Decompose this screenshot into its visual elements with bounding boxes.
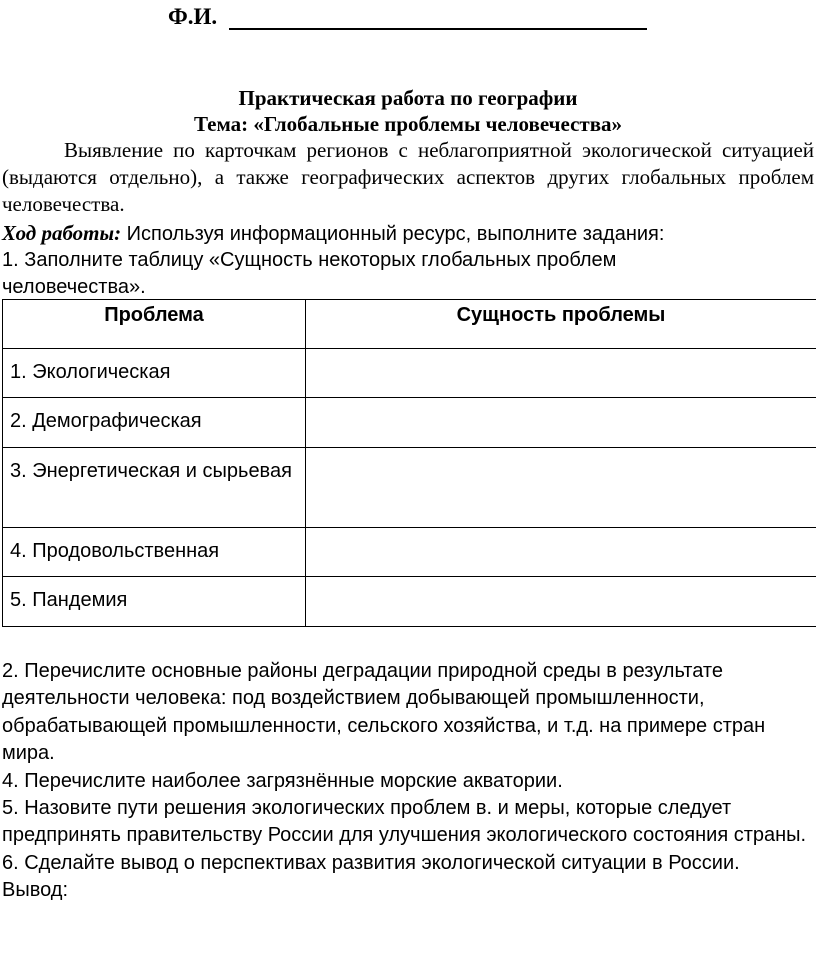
task-5: 5. Назовите пути решения экологических проблем в. и меры, которые следует предпринять правительству России для улучшения экологического состояния страны. — [2, 797, 807, 847]
essence-cell[interactable] — [306, 528, 816, 577]
name-field-blank-line[interactable] — [229, 2, 647, 30]
table-row — [3, 577, 816, 627]
table-header-row — [3, 300, 816, 349]
document-title: Практическая работа по географии — [238, 86, 578, 110]
column-header-essence: Сущность проблемы — [306, 300, 816, 349]
table-row — [3, 528, 816, 577]
problem-cell: 5. Пандемия — [3, 577, 306, 627]
task-list — [2, 658, 814, 905]
procedure-label: Ход работы — [2, 221, 115, 245]
intro-paragraph: Выявление по карточкам регионов с неблагоприятной экологической ситуацией (выдаются отдельно), а также географических аспектов других глобальных проблем человечества. — [2, 138, 814, 216]
problem-cell: 2. Демографическая — [3, 398, 306, 448]
essence-cell[interactable] — [306, 349, 816, 398]
task-4: 4. Перечислите наиболее загрязнённые морские акватории. — [2, 769, 563, 792]
essence-cell[interactable] — [306, 448, 816, 528]
name-field — [168, 2, 647, 30]
problem-cell: 1. Экологическая — [3, 349, 306, 398]
problems-table — [2, 299, 816, 627]
task-2: 2. Перечислите основные районы деградации природной среды в результате деятельности человека: под воздействием добывающей промышленности, обрабатывающей промышленности, сельского хозяйства, и т.д. на примере стран мира. — [2, 660, 766, 765]
problem-cell: 3. Энергетическая и сырьевая — [3, 448, 306, 528]
procedure-colon: : — [114, 221, 122, 245]
table-row — [3, 398, 816, 448]
task-6: 6. Сделайте вывод о перспективах развития экологической ситуации в России. — [2, 851, 740, 874]
column-header-problem: Проблема — [3, 300, 306, 349]
essence-cell[interactable] — [306, 398, 816, 448]
document-topic: Тема: «Глобальные проблемы человечества» — [193, 112, 623, 136]
essence-cell[interactable] — [306, 577, 816, 627]
conclusion-label: Вывод: — [2, 879, 69, 902]
procedure-text: Используя информационный ресурс, выполните задания: — [121, 223, 665, 245]
table-row — [3, 349, 816, 398]
procedure-line — [2, 220, 814, 247]
table-row — [3, 448, 816, 528]
problem-cell: 4. Продовольственная — [3, 528, 306, 577]
name-field-label: Ф.И. — [168, 4, 218, 29]
task-1: 1. Заполните таблицу «Сущность некоторых глобальных проблем человечества». — [2, 249, 617, 298]
